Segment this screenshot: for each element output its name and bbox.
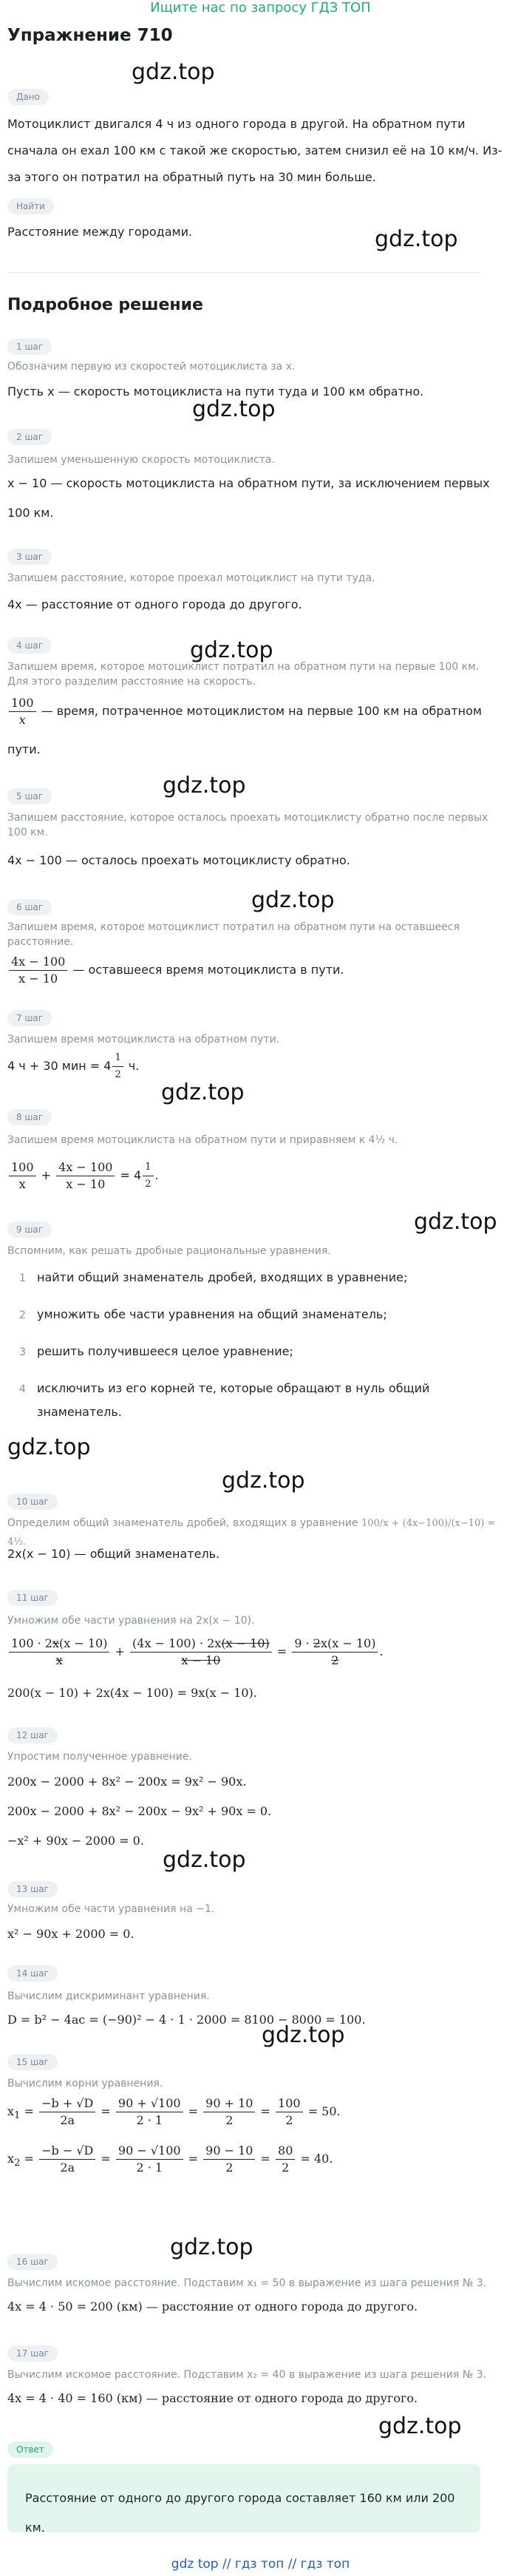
list-item: [7, 1301, 495, 1329]
fraction: [276, 2095, 303, 2129]
numerator: 90 − 10: [203, 2143, 255, 2160]
numerator: 100: [9, 695, 36, 712]
fraction: [39, 2095, 95, 2129]
denominator: 2: [225, 2113, 234, 2127]
list-item-text: решить получившееся целое уравнение;: [37, 1344, 293, 1358]
denominator: x: [55, 1653, 63, 1667]
step-text: 2x(x − 10) — общий знаменатель.: [7, 1547, 220, 1561]
watermark: gdz.top: [163, 1847, 246, 1873]
answer-label: Ответ: [7, 2441, 53, 2458]
hint-equation: 100/x + (4x−100)/(x−10) = 4½.: [7, 1518, 496, 1548]
list-item: [7, 1338, 495, 1366]
step-label: 4 шаг: [7, 637, 52, 654]
denominator: 2 · 1: [136, 2160, 163, 2175]
step-hint: Вспомним, как решать дробные рациональные уравнения.: [7, 1245, 331, 1257]
denominator: x: [18, 713, 26, 727]
step-formula-line: $\frac{100}{x}$ + $\frac{4x - 100}{x - 10}$ = 4 $\frac{1}{2}$ .: [7, 1158, 510, 1193]
step-hint: Вычислим дискриминант уравнения.: [7, 1990, 210, 2002]
find-label: Найти: [7, 198, 54, 214]
step-hint: Вычислим искомое расстояние. Подставим x₁ = 50 в выражение из шага решения № 3.: [7, 2277, 487, 2289]
step-hint: Умножим обе части уравнения на 2x(x − 10).: [7, 1615, 255, 1627]
numerator: 4x − 100: [56, 1159, 115, 1176]
step-text: 200x − 2000 + 8x² − 200x = 9x² − 90x.: [7, 1775, 247, 1789]
step-hint-text: Определим общий знаменатель дробей, входящих в уравнение: [7, 1517, 358, 1529]
fraction: [56, 1159, 115, 1193]
fraction: [39, 2143, 95, 2176]
step-text: 4 ч + 30 мин = 4: [7, 1059, 112, 1073]
numerator: 1: [112, 1050, 123, 1067]
step-hint: Запишем расстояние, которое проехал мотоциклист на пути туда.: [7, 572, 375, 584]
fraction: [9, 695, 36, 728]
denominator: 2a: [60, 2113, 75, 2127]
step-label: 17 шаг: [7, 2345, 58, 2362]
denominator: 2: [115, 1069, 121, 1080]
fraction: [9, 1636, 109, 1669]
watermark: gdz.top: [222, 1468, 305, 1494]
step-label: 1 шаг: [7, 339, 52, 355]
numerator: 1: [143, 1159, 153, 1176]
list-number: 2: [19, 1309, 26, 1321]
fraction: [276, 2143, 295, 2176]
step-formula-line: $\frac{100 \cdot 2x(x - 10)}{x}$ + $\frac{(4x - 100) \cdot 2x(x - 10)}{x - 10}$ = $\frac{9 \cdot 2x(x - 10)}{2}$ .: [7, 1634, 510, 1670]
fraction: [292, 1636, 378, 1669]
answer-box: [7, 2464, 480, 2535]
step-hint: Упростим полученное уравнение.: [7, 1751, 192, 1763]
step-formula-line: [7, 1050, 510, 1083]
list-item-text: найти общий знаменатель дробей, входящих в уравнение;: [37, 1270, 408, 1284]
numerator: −b + √D: [39, 2095, 95, 2112]
numerator: −b − √D: [39, 2143, 95, 2160]
step-hint: Запишем время, которое мотоциклист потратил на обратном пути на первые 100 км.: [7, 661, 480, 673]
numerator: 90 + 10: [203, 2095, 255, 2112]
step-formula-line: $x_1$ = $\frac{-b + √D}{2a}$ = $\frac{90 + √100}{2 \cdot 1}$ = $\frac{90 + 10}{2}$ = $\frac{100}{2}$ = 50.: [7, 2096, 341, 2127]
list-number: 4: [19, 1383, 26, 1395]
denominator: 2: [282, 2160, 290, 2175]
equation-rhs: = 4: [120, 1168, 142, 1182]
denominator: x − 10: [66, 1177, 106, 1191]
fraction: [112, 1050, 123, 1083]
watermark: gdz.top: [414, 1209, 497, 1235]
find-text: Расстояние между городами.: [7, 225, 193, 239]
watermark: gdz.top: [251, 887, 335, 913]
answer-text: Расстояние от одного до другого города составляет 160 км или 200 км.: [25, 2491, 455, 2535]
root-result: = 40.: [300, 2152, 333, 2166]
list-item-text: исключить из его корней те, которые обращают в нуль общий: [37, 1381, 430, 1395]
step-formula-line: [7, 954, 510, 987]
step-text: x² − 90x + 2000 = 0.: [7, 1927, 134, 1941]
fraction: [130, 1636, 272, 1669]
numerator: 100 · 2x(x − 10): [9, 1636, 109, 1653]
step-hint: Для этого разделим расстояние на скорость.: [7, 676, 256, 688]
step-label: 15 шаг: [7, 2054, 58, 2070]
watermark: gdz.top: [132, 59, 215, 85]
step-text: ч.: [124, 1059, 140, 1073]
step-hint: Запишем время, которое мотоциклист потратил на обратном пути на оставшееся: [7, 921, 460, 933]
watermark: gdz.top: [161, 1079, 245, 1105]
step-label: 2 шаг: [7, 429, 52, 445]
list-item-text: умножить обе части уравнения на общий знаменатель;: [37, 1307, 387, 1321]
step-hint: 100 км.: [7, 827, 48, 838]
list-number: 3: [19, 1346, 26, 1358]
fraction: [203, 2143, 255, 2176]
step-label: 7 шаг: [7, 1010, 52, 1026]
numerator: 80: [276, 2143, 295, 2160]
fraction: [116, 2095, 183, 2129]
step-text: 100 км.: [7, 506, 54, 520]
numerator: 4x − 100: [9, 954, 67, 971]
step-formula-line: $x_2$ = $\frac{-b - √D}{2a}$ = $\frac{90 - √100}{2 \cdot 1}$ = $\frac{90 - 10}{2}$ = $\frac{80}{2}$ = 40.: [7, 2143, 333, 2175]
step-text: −x² + 90x − 2000 = 0.: [7, 1834, 144, 1848]
footer-links[interactable]: gdz top // гдз топ // гдз топ: [171, 2557, 350, 2572]
step-label: 8 шаг: [7, 1109, 52, 1125]
denominator: x − 10: [18, 972, 58, 986]
fraction: [116, 2143, 183, 2176]
numerator: 100: [276, 2095, 303, 2112]
fraction: [9, 954, 67, 987]
numerator: 100: [9, 1159, 36, 1176]
step-hint: Запишем уменьшенную скорость мотоциклиста.: [7, 454, 275, 466]
watermark: gdz.top: [170, 2234, 253, 2260]
step-formula-line: [7, 695, 510, 728]
step-text: пути.: [7, 742, 41, 756]
watermark: gdz.top: [163, 773, 246, 799]
step-text: 4x − 100 — осталось проехать мотоциклисту обратно.: [7, 853, 350, 867]
step-label: 3 шаг: [7, 549, 52, 565]
step-hint: Обозначим первую из скоростей мотоциклиста за x.: [7, 361, 296, 373]
step-hint: Умножим обе части уравнения на −1.: [7, 1903, 215, 1915]
denominator: 2: [285, 2113, 293, 2127]
step-text: — оставшееся время мотоциклиста в пути.: [69, 963, 344, 977]
given-label: Дано: [7, 89, 49, 105]
numerator: 9 · 2x(x − 10): [292, 1636, 378, 1653]
denominator: 2: [145, 1179, 151, 1190]
fraction: [203, 2095, 255, 2129]
page-title: Упражнение 710: [7, 26, 173, 45]
step-hint: Вычислим корни уравнения.: [7, 2078, 163, 2089]
list-item: [7, 1264, 495, 1292]
divider: [7, 272, 480, 273]
step-hint: Запишем время мотоциклиста на обратном пути.: [7, 1034, 280, 1045]
step-text: 200(x − 10) + 2x(4x − 100) = 9x(x − 10).: [7, 1686, 257, 1700]
step-hint: Запишем расстояние, которое осталось проехать мотоциклисту обратно после первых: [7, 812, 488, 824]
top-search-link[interactable]: Ищите нас по запросу ГДЗ ТОП: [150, 0, 371, 16]
watermark: gdz.top: [190, 637, 273, 663]
step-label: 12 шаг: [7, 1727, 58, 1743]
root-result: = 50.: [307, 2104, 341, 2118]
step-text: 4x = 4 · 50 = 200 (км) — расстояние от одного города до другого.: [7, 2299, 418, 2314]
step-text: D = b² − 4ac = (−90)² − 4 · 1 · 2000 = 8100 − 8000 = 100.: [7, 2013, 366, 2027]
step-label: 5 шаг: [7, 788, 52, 804]
step-text: 4x = 4 · 40 = 160 (км) — расстояние от одного города до другого.: [7, 2391, 418, 2405]
step-text: 4x — расстояние от одного города до другого.: [7, 597, 302, 611]
denominator: 2: [331, 1653, 339, 1667]
denominator: 2: [225, 2160, 234, 2175]
denominator: x − 10: [181, 1653, 221, 1667]
step-label: 13 шаг: [7, 1881, 58, 1897]
step-label: 16 шаг: [7, 2254, 58, 2270]
list-number: 1: [19, 1272, 26, 1284]
given-text: Мотоциклист двигался 4 ч из одного города в другой. На обратном пути сначала он ехал 100 км с такой же скоростью, затем снизил её на 10 км/ч. Из-за этого он потратил на обратный путь на 30 мин больше.: [7, 117, 503, 184]
step-hint: Вычислим искомое расстояние. Подставим x₂ = 40 в выражение из шага решения № 3.: [7, 2369, 487, 2381]
step-text: x − 10 — скорость мотоциклиста на обратном пути, за исключением первых: [7, 476, 490, 490]
step-hint: Запишем время мотоциклиста на обратном пути и приравняем к 4½ ч.: [7, 1134, 398, 1146]
denominator: 2a: [60, 2160, 75, 2175]
numerator: 90 + √100: [116, 2095, 183, 2112]
watermark: gdz.top: [375, 226, 458, 252]
solution-title: Подробное решение: [7, 296, 203, 314]
step-label: 14 шаг: [7, 1965, 58, 1982]
step-label: 9 шаг: [7, 1221, 52, 1238]
step-label: 11 шаг: [7, 1590, 58, 1606]
watermark: gdz.top: [262, 2022, 345, 2048]
step-text: — время, потраченное мотоциклистом на первые 100 км на обратном: [37, 704, 482, 718]
step-label: 6 шаг: [7, 899, 52, 915]
watermark: gdz.top: [378, 2413, 462, 2439]
denominator: 2 · 1: [136, 2113, 163, 2127]
numerator: 90 − √100: [116, 2143, 183, 2160]
step-hint: расстояние.: [7, 936, 74, 948]
step-text: 200x − 2000 + 8x² − 200x − 9x² + 90x = 0.: [7, 1804, 272, 1818]
watermark: gdz.top: [7, 1434, 91, 1460]
step-text: Пусть x — скорость мотоциклиста на пути туда и 100 км обратно.: [7, 384, 424, 399]
denominator: x: [18, 1177, 26, 1191]
watermark: gdz.top: [192, 396, 276, 422]
fraction: [9, 1159, 36, 1193]
numerator: (4x − 100) · 2x(x − 10): [130, 1636, 272, 1653]
fraction: [143, 1159, 153, 1193]
list-item-continued: знаменатель.: [37, 1405, 122, 1419]
step-label: 10 шаг: [7, 1494, 58, 1510]
